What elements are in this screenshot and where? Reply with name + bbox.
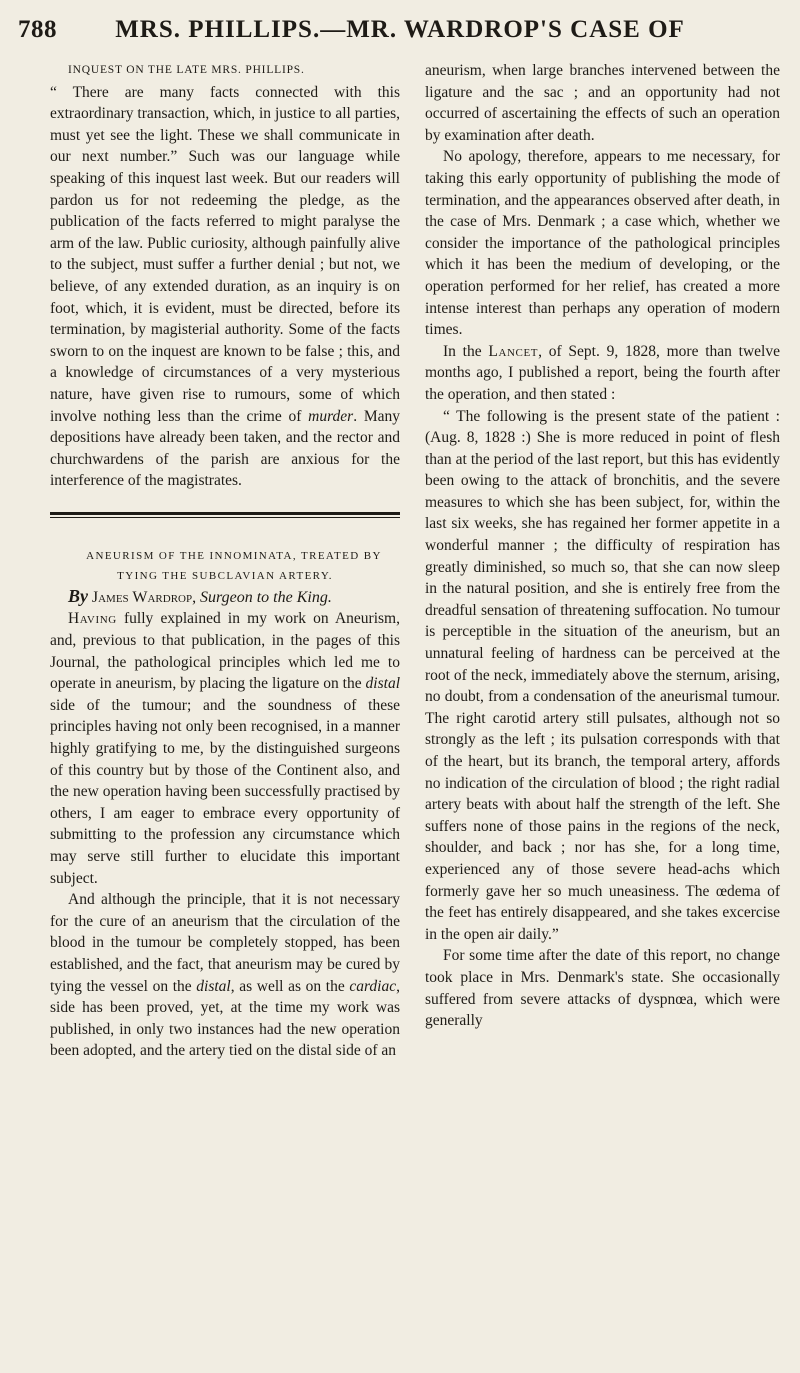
article-paragraph-2: And although the principle, that it is not necessary for the cure of an aneurism that the circulation of the blood in the tumour be completely stopped, has been established, and the fact, that aneurism may be cured by tying the vessel on the distal, as well as on the cardiac, side has been proved, yet, at the time my work was published, in only two instances had the new operation been adopted, and the artery tied on the distal side of an	[50, 891, 400, 1060]
inquest-paragraph: “ There are many facts connected with this extraordinary transaction, which, in justice to all parties, must yet see the light. These we shall communicate in our next number.” Such was our language while speaking of this inquest last week. But our readers will pardon us for not redeeming the pledge, as the publication of the facts referred to might paralyse the arm of the law. Public curiosity, although painfully alive to the subject, must suffer a further denial ; but not, we believe, of any extended duration, as an inquiry is on foot, which, it is evident, must be directed, before its termination, by magisterial authority. Some of the facts sworn to on the inquest are known to be false ; this, and a knowledge of circumstances of a very mysterious nature, have given rise to rumours, some of which involve nothing less than the crime of murder. Many depositions have already been taken, and the rector and churchwardens of the parish are anxious for the interference of the magistrates.	[50, 83, 400, 490]
article-title: ANEURISM OF THE INNOMINATA, TREATED BY TYING THE SUBCLAVIAN ARTERY.	[86, 549, 382, 582]
article-paragraph-5: In the Lancet, of Sept. 9, 1828, more than twelve months ago, I published a report, being the fourth after the operation, and then stated :	[425, 342, 780, 403]
running-head: MRS. PHILLIPS.—MR. WARDROP'S CASE OF	[115, 16, 685, 43]
quoted-report: “ The following is the present state of the patient : (Aug. 8, 1828 :) She is more reduced in point of flesh than at the period of the last report, but this has evidently been owing to the attack of bronchitis, and the severe measures to which she has been subject, for, within the last six weeks, she has regained her former appetite in a wonderful manner ; the difficulty of respiration has greatly diminished, so much so, that she can now sleep in the natural position, and she is entirely free from the dreadful sensation of threatening suffocation. No tumour is perceptible in the situation of the aneurism, but an unnatural feeling of hardness can be perceived at the root of the neck, immediately above the sternum, arising, no doubt, from a condensation of the aneurismal tumour. The right carotid artery still pulsates, although not so strongly as the left ; its pulsation corresponds with that of the heart, but its branch, the temporal artery, affords no indication of the circulation of blood ; the right radial artery beats with about half the strength of the left. She suffers none of those pains in the regions of the neck, shoulder, and back ; nor has she, for a long time, experienced any of those severe head-achs which formerly gave her so much uneasiness. The œdema of the feet has entirely disappeared, and she takes excercise in the open air daily.”	[425, 407, 780, 943]
inquest-heading: INQUEST ON THE LATE MRS. PHILLIPS.	[68, 64, 305, 76]
page-header	[14, 8, 786, 48]
lancet-reference: Lancet	[488, 342, 539, 360]
article-paragraph-1: Having fully explained in my work on Aneurism, and, previous to that publication, in the pages of this Journal, the pathological principles which led me to operate in aneurism, by placing the ligature on the distal side of the tumour; and the soundness of these principles having not only been recognised, in a manner highly gratifying to me, by the distinguished surgeons of this country but by those of the Continent also, and the new operation having been successfully practised by others, I am eager to embrace every opportunity of submitting to the profession any circumstance which may serve still further to elucidate this important subject.	[50, 610, 400, 887]
article-paragraph-3: aneurism, when large branches intervened between the ligature and the sac ; and an opportunity had not occurred of ascertaining the effects of such an operation by examination after death.	[425, 62, 780, 144]
article-paragraph-6: For some time after the date of this report, no change took place in Mrs. Denmark's state. She occasionally suffered from severe attacks of dyspnœa, which were generally	[425, 947, 780, 1030]
byline: By James Wardrop, Surgeon to the King.	[68, 585, 332, 606]
author-role: Surgeon to the King.	[199, 588, 332, 606]
author-name: James Wardrop,	[91, 588, 197, 606]
page-number: 788	[18, 16, 57, 43]
right-column	[425, 60, 780, 1032]
left-column	[50, 60, 400, 1062]
article-paragraph-4: No apology, therefore, appears to me necessary, for taking this early opportunity of publishing the mode of termination, and the appearances observed after death, in the case of Mrs. Denmark ; a case which, whether we consider the importance of the pathological principles which it has been the medium of developing, or the operation performed for her relief, has created a more intense interest than perhaps any operation of modern times.	[425, 148, 780, 339]
section-divider	[50, 512, 400, 518]
emphasis-murder: murder	[308, 407, 354, 425]
